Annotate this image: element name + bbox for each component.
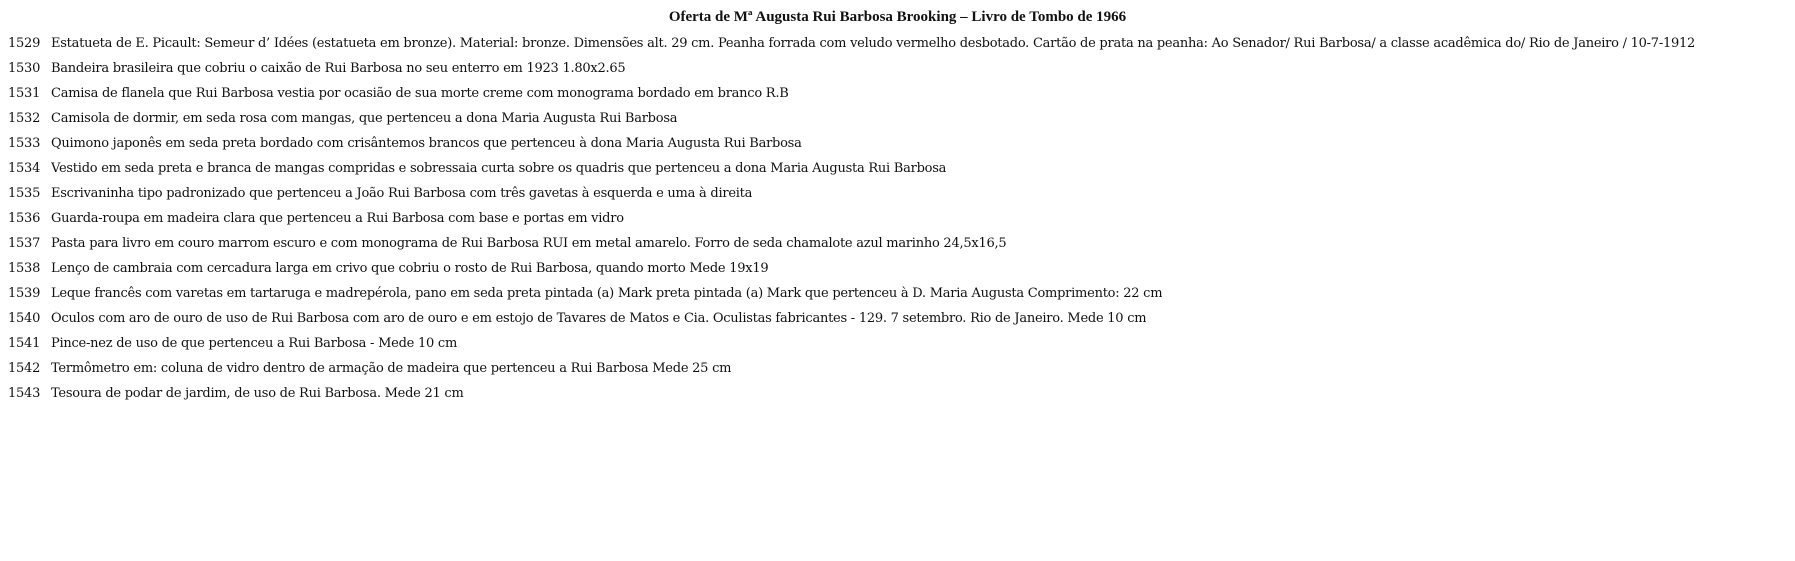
- entry-description: Leque francês com varetas em tartaruga e madrepérola, pano em seda preta pintada (a) Mark preta pintada (a) Mark que pertenceu à D. Maria Augusta Comprimento: 22 cm: [51, 285, 1163, 301]
- entry-description: Camisa de flanela que Rui Barbosa vestia por ocasião de sua morte creme com monograma bordado em branco R.B: [51, 85, 789, 101]
- list-item: [8, 331, 1787, 356]
- entry-number: 1538: [8, 260, 41, 276]
- entry-number: 1533: [8, 135, 41, 151]
- entry-description: Quimono japonês em seda preta bordado com crisântemos brancos que pertenceu à dona Maria Augusta Rui Barbosa: [51, 135, 802, 151]
- entry-number: 1532: [8, 110, 41, 126]
- entry-number: 1542: [8, 360, 41, 376]
- list-item: [8, 181, 1787, 206]
- entry-description: Bandeira brasileira que cobriu o caixão de Rui Barbosa no seu enterro em 1923 1.80x2.65: [51, 60, 626, 76]
- entry-number: 1531: [8, 85, 41, 101]
- entry-description: Estatueta de E. Picault: Semeur d’ Idées (estatueta em bronze). Material: bronze. Dimensões alt. 29 cm. Peanha forrada com veludo vermelho desbotado. Cartão de prata na peanha: Ao Senador/ Rui Barbosa/ a classe acadêmica do/ Rio de Janeiro / 10-7-1912: [51, 35, 1696, 51]
- list-item: [8, 131, 1787, 156]
- list-item: [8, 106, 1787, 131]
- entry-description: Camisola de dormir, em seda rosa com mangas, que pertenceu a dona Maria Augusta Rui Barbosa: [51, 110, 678, 126]
- entry-number: 1536: [8, 210, 41, 226]
- entry-number: 1530: [8, 60, 41, 76]
- entry-number: 1537: [8, 235, 41, 251]
- list-item: [8, 306, 1787, 331]
- list-item: [8, 156, 1787, 181]
- entry-description: Lenço de cambraia com cercadura larga em crivo que cobriu o rosto de Rui Barbosa, quando morto Mede 19x19: [51, 260, 769, 276]
- entry-description: Termômetro em: coluna de vidro dentro de armação de madeira que pertenceu a Rui Barbosa Mede 25 cm: [51, 360, 732, 376]
- document-title: Oferta de Mª Augusta Rui Barbosa Brooking – Livro de Tombo de 1966: [668, 9, 1127, 25]
- list-item: [8, 206, 1787, 231]
- entry-list: [8, 31, 1787, 406]
- list-item: [8, 56, 1787, 81]
- list-item: [8, 256, 1787, 281]
- entry-description: Pasta para livro em couro marrom escuro e com monograma de Rui Barbosa RUI em metal amarelo. Forro de seda chamalote azul marinho 24,5x16,5: [51, 235, 1007, 251]
- entry-number: 1541: [8, 335, 41, 351]
- list-item: [8, 31, 1787, 56]
- entry-number: 1543: [8, 385, 41, 401]
- entry-number: 1534: [8, 160, 41, 176]
- entry-number: 1535: [8, 185, 41, 201]
- entry-description: Escrivaninha tipo padronizado que pertenceu a João Rui Barbosa com três gavetas à esquerda e uma à direita: [51, 185, 753, 201]
- list-item: [8, 81, 1787, 106]
- entry-description: Vestido em seda preta e branca de mangas compridas e sobressaia curta sobre os quadris que pertenceu a dona Maria Augusta Rui Barbosa: [51, 160, 947, 176]
- entry-description: Tesoura de podar de jardim, de uso de Rui Barbosa. Mede 21 cm: [51, 385, 464, 401]
- entry-number: 1529: [8, 35, 41, 51]
- list-item: [8, 356, 1787, 381]
- entry-description: Guarda-roupa em madeira clara que pertenceu a Rui Barbosa com base e portas em vidro: [51, 210, 624, 226]
- list-item: [8, 381, 1787, 406]
- entry-number: 1539: [8, 285, 41, 301]
- list-item: [8, 281, 1787, 306]
- entry-description: Pince-nez de uso de que pertenceu a Rui Barbosa - Mede 10 cm: [51, 335, 458, 351]
- list-item: [8, 231, 1787, 256]
- entry-number: 1540: [8, 310, 41, 326]
- entry-description: Óculos com aro de ouro de uso de Rui Barbosa com aro de ouro e em estojo de Tavares de Matos e Cia. Oculistas fabricantes - 129. 7 setembro. Rio de Janeiro. Mede 10 cm: [51, 310, 1147, 326]
